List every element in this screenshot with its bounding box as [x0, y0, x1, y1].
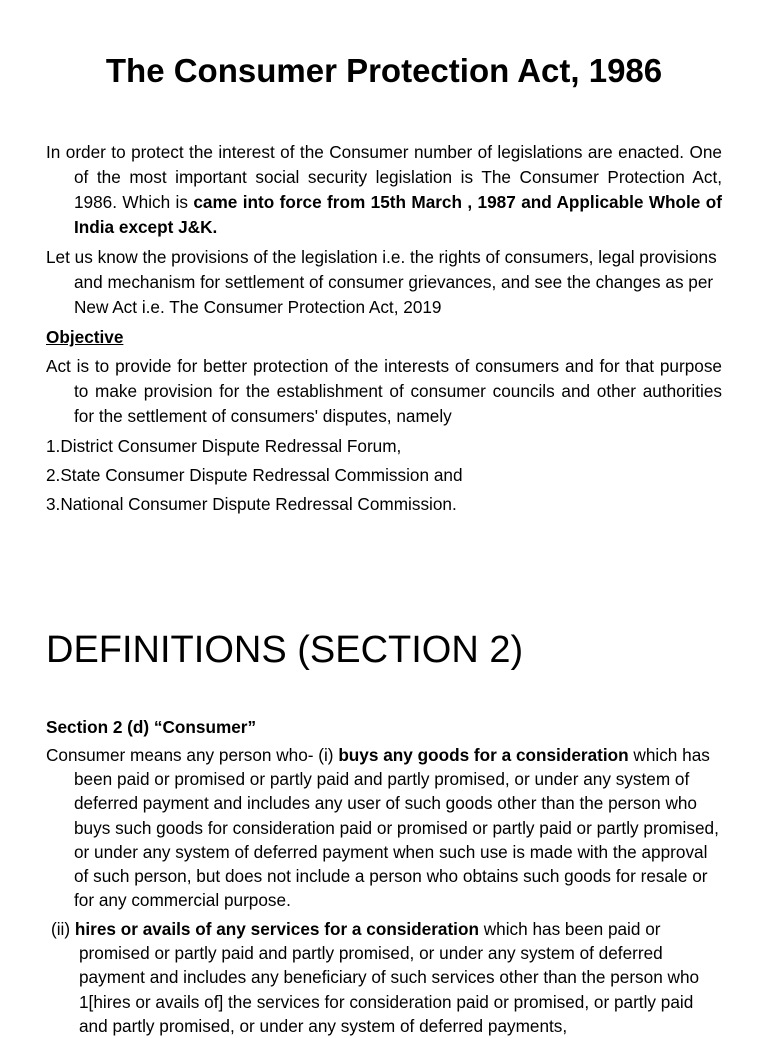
definition-paragraph-1: [46, 743, 722, 912]
definition-1-pre: Consumer means any person who- (i): [46, 745, 339, 765]
definition-2-post: which has been paid or promised or partly paid and partly promised, or under any system of deferred payment and includes any beneficiary of such services other than the person who 1[hires or avails of] the services for consideration paid or promised, or partly paid and partly promised, or under any system of deferred payments,: [79, 919, 700, 1036]
intro-paragraph-1: [46, 140, 722, 240]
objective-heading: Objective: [46, 327, 124, 347]
list-item: 2.State Consumer Dispute Redressal Commission and: [46, 465, 463, 485]
list-item: 3.National Consumer Dispute Redressal Commission.: [46, 494, 457, 514]
definition-2-pre: (ii): [51, 919, 75, 939]
document-title: The Consumer Protection Act, 1986: [105, 52, 663, 89]
definition-1-bold: buys any goods for a consideration: [338, 745, 629, 765]
definition-paragraph-2: [51, 917, 722, 1038]
definition-1-post: which has been paid or promised or partly paid and partly promised, or under any system of deferred payment and includes any user of such goods other than the person who buys such goods for consideration paid or promised or partly paid or partly promised, or under any system of deferred payment when such use is made with the approval of such person, but does not include a person who obtains such goods for resale or for any commercial purpose.: [74, 745, 719, 911]
list-item: 1.District Consumer Dispute Redressal Forum,: [46, 436, 402, 456]
definitions-heading: DEFINITIONS (SECTION 2): [46, 629, 524, 671]
definition-2-bold: hires or avails of any services for a consideration: [74, 919, 479, 939]
objective-paragraph: Act is to provide for better protection of the interests of consumers and for that purpose to make provision for the establishment of consumer councils and other authorities for the settlement of consumers' disputes, namely: [46, 356, 722, 426]
intro-paragraph-1-bold: came into force from 15th March , 1987 and Applicable Whole of India except J&K.: [74, 192, 722, 237]
intro-paragraph-1-text: In order to protect the interest of the Consumer number of legislations are enacted. One of the most important social security legislation is The Consumer Protection Act, 1986. Which is: [46, 142, 722, 212]
intro-paragraph-2: Let us know the provisions of the legislation i.e. the rights of consumers, legal provisions and mechanism for settlement of consumer grievances, and see the changes as per New Act i.e. The Consumer Protection Act, 2019: [46, 247, 717, 317]
section-heading: Section 2 (d) “Consumer”: [46, 717, 257, 737]
